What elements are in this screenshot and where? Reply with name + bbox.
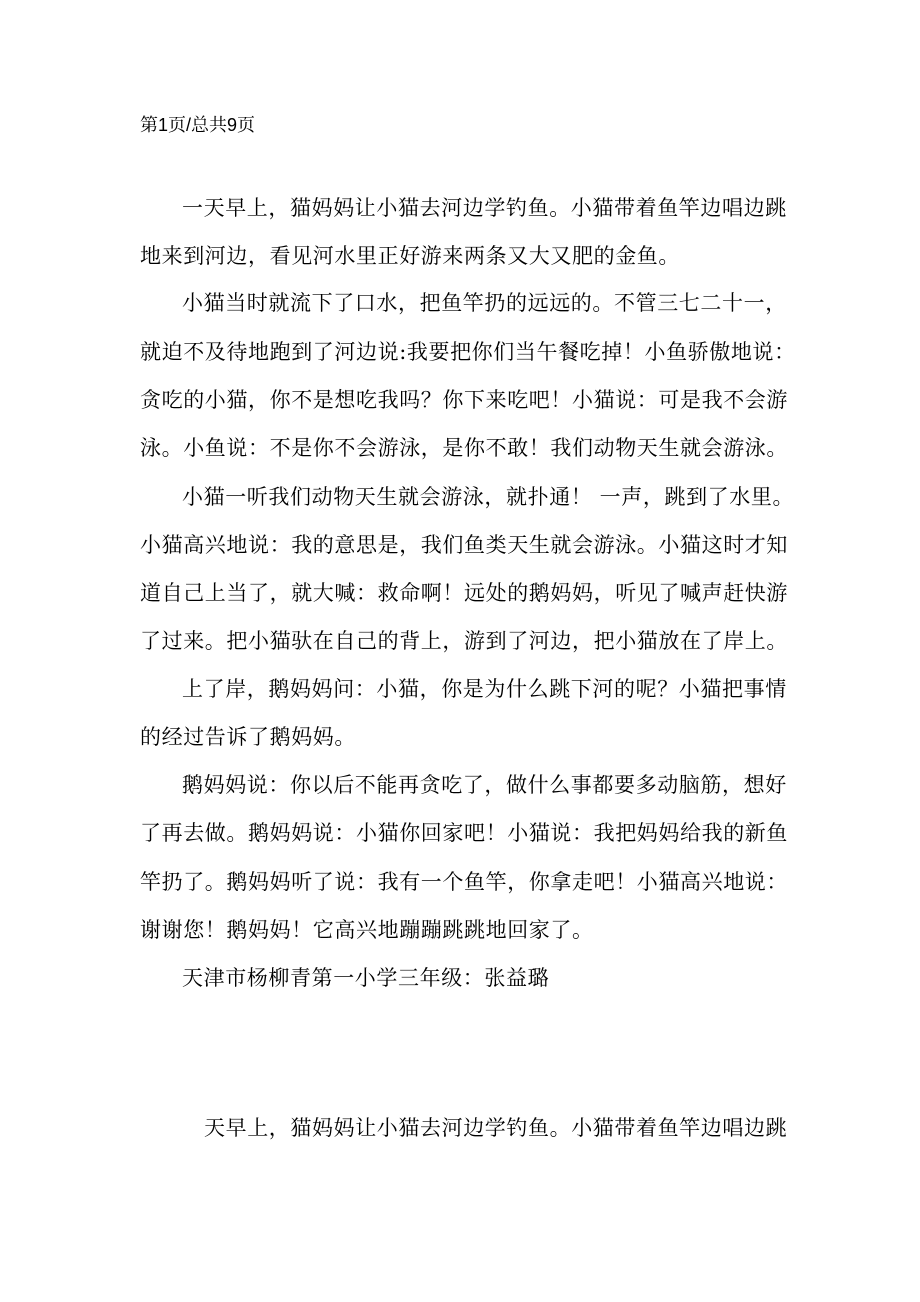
author-line: 天津市杨柳青第一小学三年级：张益璐 <box>182 966 550 990</box>
text-line: 小猫当时就流下了口水，把鱼竿扔的远远的。不管三七二十一， <box>182 291 787 315</box>
text-line: 小猫高兴地说：我的意思是，我们鱼类天生就会游泳。小猫这时才知 <box>140 533 788 557</box>
text-line: 小猫一听我们动物天生就会游泳，就扑通！ 一声，跳到了水里。 <box>182 485 795 509</box>
text-line: 地来到河边，看见河水里正好游来两条又大又肥的金鱼。 <box>140 244 680 268</box>
text-line: 的经过告诉了鹅妈妈。 <box>140 725 356 749</box>
text-line: 一天早上，猫妈妈让小猫去河边学钓鱼。小猫带着鱼竿边唱边跳 <box>182 196 787 220</box>
text-line: 竿扔了。鹅妈妈听了说：我有一个鱼竿，你拿走吧！小猫高兴地说： <box>140 870 788 894</box>
text-line: 鹅妈妈说：你以后不能再贪吃了，做什么事都要多动脑筋，想好 <box>182 773 787 797</box>
text-line: 就迫不及待地跑到了河边说:我要把你们当午餐吃掉！小鱼骄傲地说： <box>140 340 796 364</box>
text-line: 贪吃的小猫，你不是想吃我吗？你下来吃吧！小猫说：可是我不会游 <box>140 388 788 412</box>
text-line: 谢谢您！鹅妈妈！它高兴地蹦蹦跳跳地回家了。 <box>140 918 594 942</box>
text-line: 天早上，猫妈妈让小猫去河边学钓鱼。小猫带着鱼竿边唱边跳 <box>204 1116 788 1140</box>
text-line: 上了岸，鹅妈妈问：小猫，你是为什么跳下河的呢？小猫把事情 <box>182 677 787 701</box>
text-line: 道自己上当了，就大喊：救命啊！远处的鹅妈妈，听见了喊声赶快游 <box>140 581 788 605</box>
text-line: 了过来。把小猫驮在自己的背上，游到了河边，把小猫放在了岸上。 <box>140 629 788 653</box>
page-number: 第1页/总共9页 <box>140 115 256 135</box>
text-line: 了再去做。鹅妈妈说：小猫你回家吧！小猫说：我把妈妈给我的新鱼 <box>140 821 788 845</box>
text-line: 泳。小鱼说：不是你不会游泳，是你不敢！我们动物天生就会游泳。 <box>140 436 788 460</box>
